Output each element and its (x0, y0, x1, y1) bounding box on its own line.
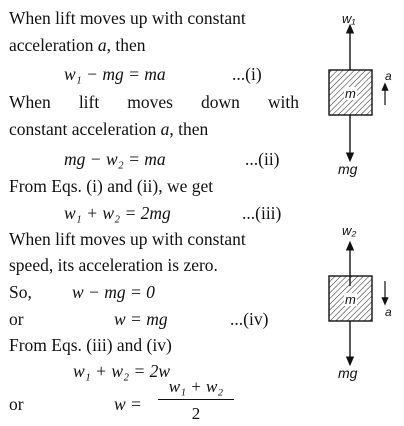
text-line-2: acceleration a, then (9, 35, 146, 55)
diagram-lift-up (329, 28, 385, 158)
text-line-7: speed, its acceleration is zero. (9, 255, 218, 275)
equation-4: w − mg = 0 (72, 282, 155, 302)
text-or-2: or (9, 394, 24, 414)
equation-iii-tag: ...(iii) (242, 203, 282, 223)
text-or-1: or (9, 309, 24, 329)
fraction-denominator: 2 (191, 404, 201, 423)
equation-ii-tag: ...(ii) (245, 149, 280, 169)
text-so: So, (9, 282, 32, 302)
text-line-1: When lift moves up with constant (9, 8, 246, 28)
equation-i: w₁ − mg = ma (64, 64, 166, 84)
diagram2-side-label: a (385, 305, 392, 319)
equation-iv: w = mg (114, 309, 168, 329)
diagram2-top-label: w₂ (342, 223, 357, 238)
equation-6: w₁ + w₂ = 2w (73, 361, 171, 381)
diagram2-block-label: m (345, 292, 356, 307)
diagram1-side-label: a (385, 69, 392, 83)
diagram1-bottom-label: mg (338, 161, 358, 177)
text-line-4: constant acceleration a, then (9, 119, 209, 139)
diagram1-top-label: w₁ (342, 11, 356, 26)
text-line-6: When lift moves up with constant (9, 229, 246, 249)
equation-i-tag: ...(i) (232, 64, 262, 84)
diagram-lift-down (329, 245, 385, 362)
equation-iv-tag: ...(iv) (230, 309, 269, 329)
diagram1-block-label: m (345, 86, 356, 101)
text-line-5: From Eqs. (i) and (ii), we get (9, 176, 214, 196)
equation-iii: w₁ + w₂ = 2mg (64, 203, 171, 223)
fraction-numerator: w₁ + w₂ (168, 377, 224, 396)
equation-7-lhs: w = (114, 394, 142, 414)
text-line-3: When lift moves down with (9, 92, 299, 112)
diagram2-bottom-label: mg (338, 365, 358, 381)
equation-ii: mg − w₂ = ma (64, 149, 166, 169)
text-line-8: From Eqs. (iii) and (iv) (9, 335, 172, 355)
